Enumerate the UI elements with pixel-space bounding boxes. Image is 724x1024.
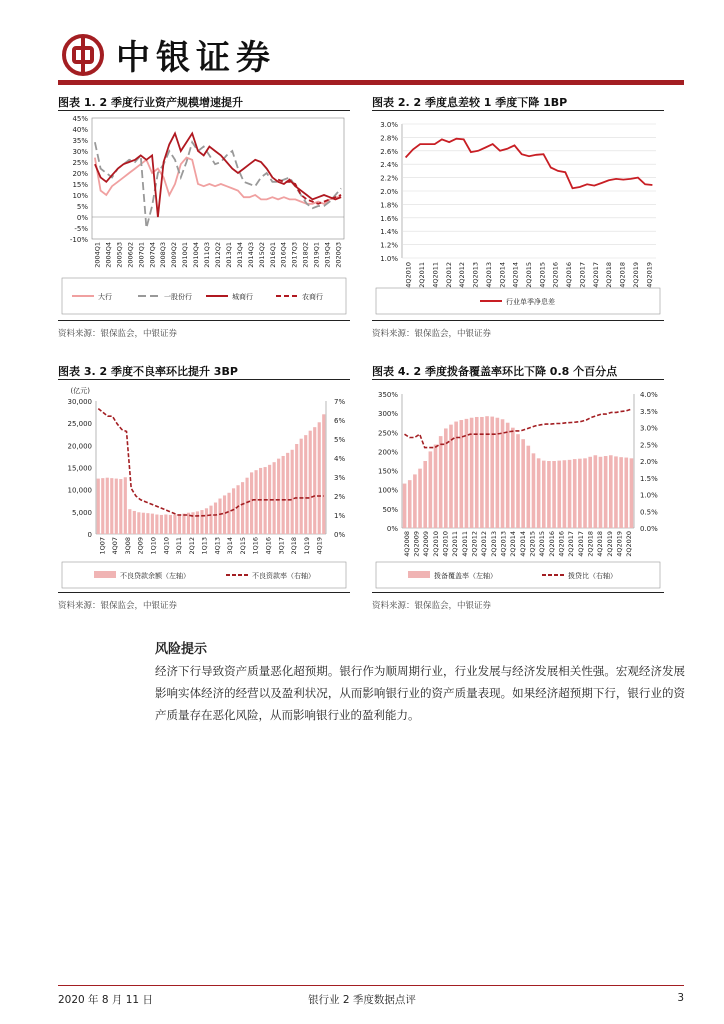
bar: [403, 484, 407, 528]
bar: [516, 434, 520, 528]
x-tick-label: 2019Q1: [312, 242, 321, 268]
footer-page-number: 3: [677, 992, 684, 1004]
x-tick-label: 2009Q2: [170, 242, 179, 268]
bar: [128, 509, 131, 534]
bar: [614, 456, 618, 528]
x-tick-label: 4Q2011: [460, 531, 469, 557]
bar: [273, 462, 276, 534]
figure-1-bottom-rule: [58, 320, 350, 321]
y-left-tick-label: 150%: [377, 467, 398, 476]
bar: [527, 446, 531, 528]
y-tick-label: 0%: [76, 214, 88, 222]
x-tick-label: 4Q2013: [484, 262, 493, 288]
bar: [521, 439, 525, 528]
bar: [304, 435, 307, 534]
footer-doc-title: 银行业 2 季度数据点评: [308, 994, 416, 1006]
y-tick-label: 2.0%: [380, 188, 398, 196]
y-right-tick-label: 0%: [334, 531, 346, 539]
bar: [246, 478, 249, 534]
x-tick-label: 4Q2015: [538, 262, 547, 288]
bank-of-china-logo-icon: [62, 34, 104, 76]
series-line-right: [98, 409, 323, 516]
bar: [223, 495, 226, 534]
x-tick-label: 3Q14: [226, 537, 235, 555]
bar: [115, 479, 118, 534]
legend-item-2-label: 一股份行: [164, 293, 192, 301]
figure-3-source: 资料来源：银保监会，中银证券: [58, 601, 178, 611]
x-tick-label: 2Q09: [136, 537, 145, 555]
bar: [124, 477, 127, 534]
bar: [255, 470, 258, 534]
bar: [506, 423, 510, 528]
bar: [485, 416, 489, 528]
x-tick-label: 1Q10: [149, 537, 158, 555]
x-tick-label: 2011Q3: [203, 242, 212, 268]
bar: [110, 478, 113, 534]
x-tick-label: 3Q17: [277, 537, 286, 555]
bar: [300, 439, 303, 534]
y-right-tick-label: 2.0%: [640, 458, 658, 466]
bar: [146, 513, 149, 534]
bar: [563, 460, 567, 528]
figure-4-rule: [372, 379, 664, 380]
x-tick-label: 4Q10: [162, 537, 171, 555]
y-tick-label: 35%: [72, 137, 88, 145]
x-tick-label: 2017Q3: [290, 242, 299, 268]
bar: [552, 461, 556, 528]
legend-item-1-swatch: [408, 571, 430, 578]
bar: [490, 417, 494, 528]
bar: [205, 508, 208, 534]
x-tick-label: 4Q2014: [511, 262, 520, 288]
x-tick-label: 4Q2017: [576, 531, 585, 557]
y-tick-label: 45%: [72, 115, 88, 123]
x-tick-label: 2Q2019: [605, 531, 614, 557]
bar: [408, 480, 412, 528]
figure-1-source: 资料来源：银保监会，中银证券: [58, 329, 178, 339]
bar: [423, 461, 427, 528]
x-tick-label: 2010Q1: [181, 242, 190, 268]
x-tick-label: 2020Q3: [334, 242, 343, 268]
bar: [196, 511, 199, 534]
bar: [218, 499, 221, 534]
figure-3-rule: [58, 379, 350, 380]
y-right-tick-label: 0.5%: [640, 508, 658, 517]
bar: [232, 488, 235, 534]
bar: [227, 493, 230, 534]
x-tick-label: 4Q2016: [565, 262, 574, 288]
y-tick-label: 2.6%: [380, 147, 398, 156]
bar: [291, 450, 294, 534]
bar: [313, 427, 316, 534]
bar: [322, 414, 325, 534]
risk-body: 经济下行导致资产质量恶化超预期。银行作为顺周期行业，行业发展与经济发展相关性强。宏观经济发展影响实体经济的经营以及盈利状况，从而影响银行业的资产质量表现。如果经济超预期下行，银行业的资产质量存在恶化风险，从而影响银行业的盈利能力。: [155, 664, 685, 722]
y-right-tick-label: 1%: [334, 512, 346, 520]
x-tick-label: 1Q16: [251, 537, 260, 555]
y-right-tick-label: 2%: [334, 493, 346, 501]
legend-item-1-label: 大行: [98, 293, 112, 301]
y-tick-label: 1.8%: [380, 201, 398, 210]
bar: [624, 458, 628, 528]
bar: [599, 457, 603, 528]
bar: [532, 453, 536, 528]
y-right-tick-label: 4%: [334, 455, 346, 463]
x-tick-label: 2006Q2: [126, 242, 135, 268]
x-tick-label: 4Q2014: [518, 531, 527, 557]
x-tick-label: 2Q2010: [431, 531, 440, 557]
legend-item-4-label: 农商行: [302, 293, 323, 301]
y-tick-label: 40%: [72, 126, 88, 134]
x-tick-label: 2Q12: [187, 537, 196, 555]
y-left-tick-label: 5,000: [71, 508, 92, 517]
unit-label: (亿元): [70, 387, 90, 395]
y-right-tick-label: 4.0%: [640, 391, 658, 399]
bar: [106, 478, 109, 534]
x-tick-label: 1Q07: [98, 537, 107, 555]
y-left-tick-label: 250%: [377, 429, 398, 438]
x-tick-label: 4Q2019: [615, 531, 624, 557]
bar: [101, 478, 104, 534]
x-tick-label: 4Q19: [315, 537, 324, 555]
y-right-tick-label: 2.5%: [640, 441, 658, 450]
legend-item-2-label: 不良资款率（右轴）: [252, 572, 315, 580]
y-tick-label: 1.6%: [380, 214, 398, 223]
bar: [501, 419, 505, 528]
x-tick-label: 2018Q2: [301, 241, 310, 268]
y-left-tick-label: 15,000: [67, 464, 92, 473]
bar: [259, 468, 262, 534]
chart-2: [372, 112, 664, 320]
bar: [588, 457, 592, 528]
bar: [429, 451, 433, 528]
bar: [511, 428, 515, 528]
figure-4-title: 图表 4. 2 季度拨备覆盖率环比下降 0.8 个百分点: [372, 365, 618, 378]
x-tick-label: 2Q15: [238, 537, 247, 555]
y-left-tick-label: 50%: [382, 505, 398, 514]
bar: [568, 460, 572, 528]
y-tick-label: 1.4%: [380, 228, 398, 237]
bar: [209, 506, 212, 534]
x-tick-label: 2012Q2: [214, 242, 222, 268]
x-tick-label: 2Q2014: [509, 531, 518, 557]
x-tick-label: 4Q2017: [591, 262, 600, 288]
bar: [418, 469, 422, 528]
bar: [133, 511, 136, 534]
x-tick-label: 4Q16: [264, 537, 273, 555]
bar: [604, 456, 608, 528]
y-right-tick-label: 5%: [334, 436, 346, 444]
bar: [155, 514, 158, 534]
y-left-tick-label: 30,000: [67, 398, 92, 406]
x-tick-label: 2Q2017: [567, 531, 576, 557]
x-tick-label: 4Q2016: [557, 531, 566, 557]
y-left-tick-label: 0%: [386, 525, 398, 533]
chart-1: [58, 112, 350, 320]
y-tick-label: 3.0%: [380, 121, 398, 129]
x-tick-label: 4Q2018: [596, 531, 605, 557]
x-tick-label: 2008Q3: [159, 242, 168, 268]
x-tick-label: 1Q19: [302, 537, 311, 555]
x-tick-label: 2Q2012: [470, 531, 479, 557]
legend-item-2-label: 拨贷比（右轴）: [568, 572, 617, 580]
y-left-tick-label: 200%: [377, 448, 398, 457]
figure-2-title: 图表 2. 2 季度息差较 1 季度下降 1BP: [372, 96, 568, 109]
figure-3-bottom-rule: [58, 592, 350, 593]
legend-item-1-label: 不良贷款余额（左轴）: [120, 572, 190, 580]
bar: [439, 436, 443, 528]
legend-item-1-swatch: [94, 571, 116, 578]
bar: [537, 458, 541, 528]
x-tick-label: 2010Q4: [192, 242, 201, 268]
bar: [547, 461, 551, 528]
x-tick-label: 4Q2013: [499, 531, 508, 557]
bar: [119, 479, 122, 534]
x-tick-label: 2Q2009: [412, 531, 421, 557]
y-right-tick-label: 3%: [334, 474, 346, 482]
bar: [619, 457, 623, 528]
bar: [413, 474, 417, 528]
y-tick-label: 2.2%: [380, 174, 398, 183]
y-right-tick-label: 1.0%: [640, 491, 658, 500]
header-rule: [58, 80, 684, 85]
x-tick-label: 2Q2020: [625, 531, 634, 557]
bar: [542, 461, 546, 528]
y-right-tick-label: 6%: [334, 417, 346, 425]
x-tick-label: 2016Q1: [268, 242, 277, 268]
x-tick-label: 2Q2017: [578, 262, 587, 288]
y-left-tick-label: 25,000: [67, 420, 92, 429]
bar: [282, 456, 285, 534]
x-tick-label: 2Q18: [290, 537, 299, 555]
bar: [583, 458, 587, 528]
bar: [164, 514, 167, 534]
x-tick-label: 2007Q1: [137, 242, 146, 268]
y-left-tick-label: 20,000: [67, 442, 92, 451]
x-tick-label: 4Q2015: [538, 531, 547, 557]
bar: [173, 514, 176, 534]
figure-2-rule: [372, 110, 664, 111]
bar: [169, 515, 172, 534]
bar: [137, 512, 140, 534]
chart-4: [372, 381, 664, 592]
bar: [142, 513, 145, 534]
y-right-tick-label: 3.0%: [640, 424, 658, 433]
x-tick-label: 2Q2011: [451, 531, 460, 557]
bar: [236, 485, 239, 534]
bar: [151, 514, 154, 534]
figure-4-bottom-rule: [372, 592, 664, 593]
y-tick-label: 15%: [72, 181, 88, 189]
x-tick-label: 2004Q1: [93, 242, 102, 268]
y-left-tick-label: 10,000: [67, 486, 92, 495]
figure-1-rule: [58, 110, 350, 111]
y-tick-label: 25%: [72, 159, 88, 167]
y-tick-label: 1.2%: [380, 241, 398, 250]
x-tick-label: 3Q08: [123, 537, 132, 555]
x-tick-label: 2Q2016: [551, 262, 560, 288]
figure-4-source: 资料来源：银保监会，中银证券: [372, 601, 492, 611]
bar: [286, 453, 289, 534]
x-tick-label: 2014Q3: [246, 242, 255, 268]
y-right-tick-label: 3.5%: [640, 407, 658, 416]
bar: [160, 515, 163, 534]
logo-text: 中银证券: [116, 38, 276, 78]
y-right-tick-label: 1.5%: [640, 474, 658, 483]
series-line-3: [95, 133, 341, 217]
figure-3-title: 图表 3. 2 季度不良率环比提升 3BP: [58, 365, 238, 378]
x-tick-label: 4Q2012: [480, 531, 489, 557]
bar: [578, 459, 582, 528]
bar: [241, 482, 244, 534]
bar: [250, 472, 253, 534]
bar: [573, 459, 577, 528]
x-tick-label: 2Q2018: [586, 531, 595, 557]
y-tick-label: 2.4%: [380, 161, 398, 170]
x-tick-label: 4Q2010: [441, 531, 450, 557]
x-tick-label: 4Q2019: [645, 262, 654, 288]
x-tick-label: 2Q2015: [528, 531, 537, 557]
bar: [214, 503, 217, 534]
x-tick-label: 2Q2013: [489, 531, 498, 557]
logo: [62, 30, 276, 79]
y-tick-label: 5%: [76, 203, 88, 211]
bar: [178, 514, 181, 534]
bar: [97, 479, 100, 534]
x-tick-label: 2004Q4: [104, 242, 113, 268]
legend-item-3-label: 城商行: [232, 293, 253, 301]
y-left-tick-label: 100%: [377, 486, 398, 495]
x-tick-label: 2Q2018: [605, 262, 614, 288]
legend-item-1-label: 行业单季净息差: [506, 298, 555, 306]
bar: [309, 431, 312, 534]
x-tick-label: 2Q2014: [498, 262, 507, 288]
x-tick-label: 2Q2015: [525, 262, 533, 288]
footer-date: 2020 年 8 月 11 日: [58, 994, 153, 1006]
y-right-tick-label: 0.0%: [640, 525, 658, 533]
bar: [277, 459, 280, 534]
y-left-tick-label: 300%: [377, 410, 398, 419]
x-tick-label: 2Q2012: [444, 262, 453, 288]
figure-2-bottom-rule: [372, 320, 664, 321]
x-tick-label: 2015Q2: [257, 242, 266, 268]
x-tick-label: 4Q13: [213, 537, 222, 555]
footer-rule: [58, 985, 684, 986]
y-right-tick-label: 7%: [334, 398, 346, 406]
x-tick-label: 4Q2011: [431, 262, 440, 288]
x-tick-label: 2007Q4: [148, 242, 157, 268]
x-tick-label: 2Q2011: [418, 262, 427, 288]
y-tick-label: 10%: [72, 192, 88, 200]
bar: [630, 458, 634, 528]
bar: [557, 461, 561, 528]
x-tick-label: 2Q2016: [547, 531, 556, 557]
series-line-4: [278, 180, 341, 204]
y-left-tick-label: 0: [87, 531, 92, 539]
bar: [594, 455, 598, 528]
x-tick-label: 1Q13: [200, 537, 209, 555]
bar: [434, 445, 438, 528]
x-tick-label: 4Q2010: [404, 262, 413, 288]
x-tick-label: 2013Q4: [235, 242, 244, 268]
series-line-1: [406, 139, 653, 189]
bar: [609, 455, 613, 528]
chart-3: [58, 381, 350, 592]
bar: [318, 422, 321, 534]
x-tick-label: 2016Q4: [279, 242, 288, 268]
bar: [200, 510, 203, 534]
plot-frame: [92, 118, 344, 239]
y-tick-label: 30%: [72, 148, 88, 156]
x-tick-label: 3Q11: [175, 537, 184, 555]
x-tick-label: 4Q2008: [402, 531, 411, 557]
y-tick-label: 20%: [72, 170, 88, 178]
y-tick-label: -5%: [74, 225, 88, 233]
x-tick-label: 2005Q3: [115, 242, 124, 268]
y-tick-label: 1.0%: [380, 255, 398, 263]
x-tick-label: 2Q2019: [631, 262, 640, 288]
x-tick-label: 4Q2012: [458, 262, 467, 288]
x-tick-label: 4Q2018: [618, 262, 627, 288]
legend-item-1-label: 拨备覆盖率（左轴）: [434, 572, 497, 580]
risk-title: 风险提示: [155, 642, 208, 657]
y-tick-label: -10%: [69, 236, 88, 244]
x-tick-label: 2019Q4: [323, 242, 332, 268]
figure-1-title: 图表 1. 2 季度行业资产规模增速提升: [58, 96, 243, 109]
x-tick-label: 2Q2013: [471, 262, 480, 288]
bar: [295, 444, 298, 534]
x-tick-label: 4Q2009: [422, 531, 431, 557]
figure-2-source: 资料来源：银保监会，中银证券: [372, 329, 492, 339]
y-left-tick-label: 350%: [377, 391, 398, 399]
x-tick-label: 2013Q1: [224, 242, 233, 268]
bar: [182, 514, 185, 534]
y-tick-label: 2.8%: [380, 134, 398, 143]
x-tick-label: 4Q07: [111, 537, 120, 555]
